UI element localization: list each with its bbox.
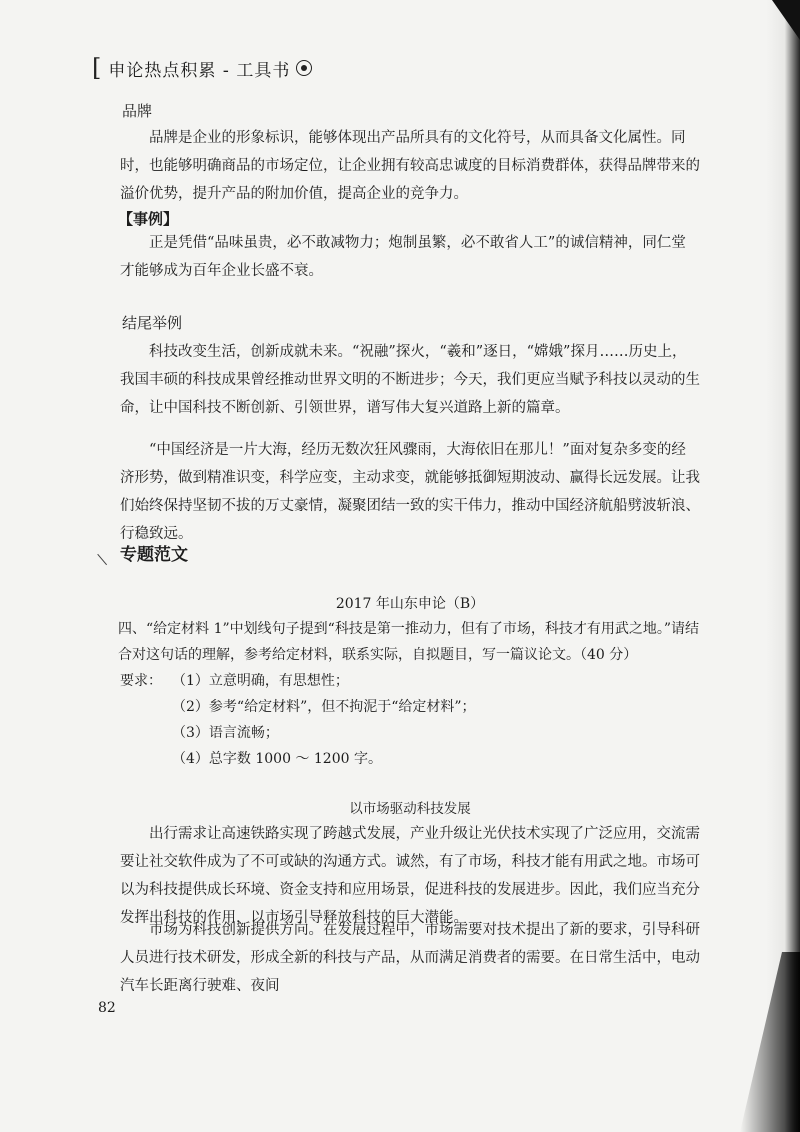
section-mark-icon [97, 545, 117, 565]
example-paragraph [120, 229, 700, 285]
essay-body-1: 出行需求让高速铁路实现了跨越式发展，产业升级让光伏技术实现了广泛应用，交流需要让社交软件成为了不可或缺的沟通方式。诚然，有了市场，科技才能有用武之地。市场可以为科技提供成长环境、资金支持和应用场景，促进科技的发展进步。因此，我们应当充分发挥出科技的作用，以市场引导释放科技的巨大潜能。 [120, 826, 700, 926]
header-bracket-icon: [ [92, 54, 103, 82]
ending-heading: 结尾举例 [122, 314, 183, 332]
essay-paragraph-2 [120, 916, 708, 1000]
brand-paragraph [120, 124, 700, 208]
essay-title: 以市场驱动科技发展 [349, 801, 471, 817]
example-body: 正是凭借“品味虽贵，必不敢减物力；炮制虽繁，必不敢省人工”的诚信精神，同仁堂才能够成为百年企业长盛不衰。 [120, 235, 686, 279]
page-number: 82 [98, 1000, 116, 1016]
requirements-list [172, 668, 476, 772]
ending-body-1: 科技改变生活，创新成就未来。“祝融”探火，“羲和”逐日，“嫦娥”探月……历史上，我国丰硕的科技成果曾经推动世界文明的不断进步；今天，我们更应当赋予科技以灵动的生命，让中国科技不断创新、引领世界，谱写伟大复兴道路上新的篇章。 [120, 344, 700, 416]
ending-body-2: “中国经济是一片大海，经历无数次狂风骤雨，大海依旧在那儿！”面对复杂多变的经济形势，做到精准识变，科学应变，主动求变，就能够抵御短期波动、赢得长远发展。让我们始终保持坚韧不拔的万丈豪情，凝聚团结一致的实干伟力，推动中国经济航船劈波斩浪、行稳致远。 [120, 442, 700, 542]
header-title: 申论热点积累 - 工具书 [108, 60, 291, 81]
exam-question-text: 四、“给定材料 1”中划线句子提到“科技是第一推动力，但有了市场，科技才有用武之地。”请结合对这句话的理解，参考给定材料，联系实际，自拟题目，写一篇议论文。（40 分） [118, 621, 699, 663]
requirement-item: （4）总字数 1000 ～ 1200 字。 [172, 751, 382, 767]
brand-body: 品牌是企业的形象标识，能够体现出产品所具有的文化符号，从而具备文化属性。同时，也能够明确商品的市场定位，让企业拥有较高忠诚度的目标消费群体，获得品牌带来的溢价优势，提升产品的附加价值，提高企业的竞争力。 [120, 130, 700, 202]
requirements-label: 要求： [120, 673, 162, 689]
exam-question [118, 616, 702, 668]
essay-body-2: 市场为科技创新提供方向。在发展过程中，市场需要对技术提出了新的要求，引导科研人员进行技术研发，形成全新的科技与产品，从而满足消费者的需要。在日常生活中，电动汽车长距离行驶难、夜间 [120, 922, 700, 994]
requirement-item: （2）参考“给定材料”，但不拘泥于“给定材料”； [172, 699, 476, 715]
brand-heading: 品牌 [122, 102, 153, 120]
requirement-item: （1）立意明确，有思想性； [172, 673, 349, 689]
header-target-icon [296, 60, 312, 76]
example-label: 【事例】 [118, 210, 179, 228]
ending-paragraph-2 [120, 436, 700, 548]
ending-paragraph-1 [120, 338, 700, 422]
section-title: 专题范文 [120, 545, 188, 565]
exam-title: 2017 年山东申论（B） [335, 596, 485, 612]
requirement-item: （3）语言流畅； [172, 725, 279, 741]
running-header [92, 54, 312, 82]
